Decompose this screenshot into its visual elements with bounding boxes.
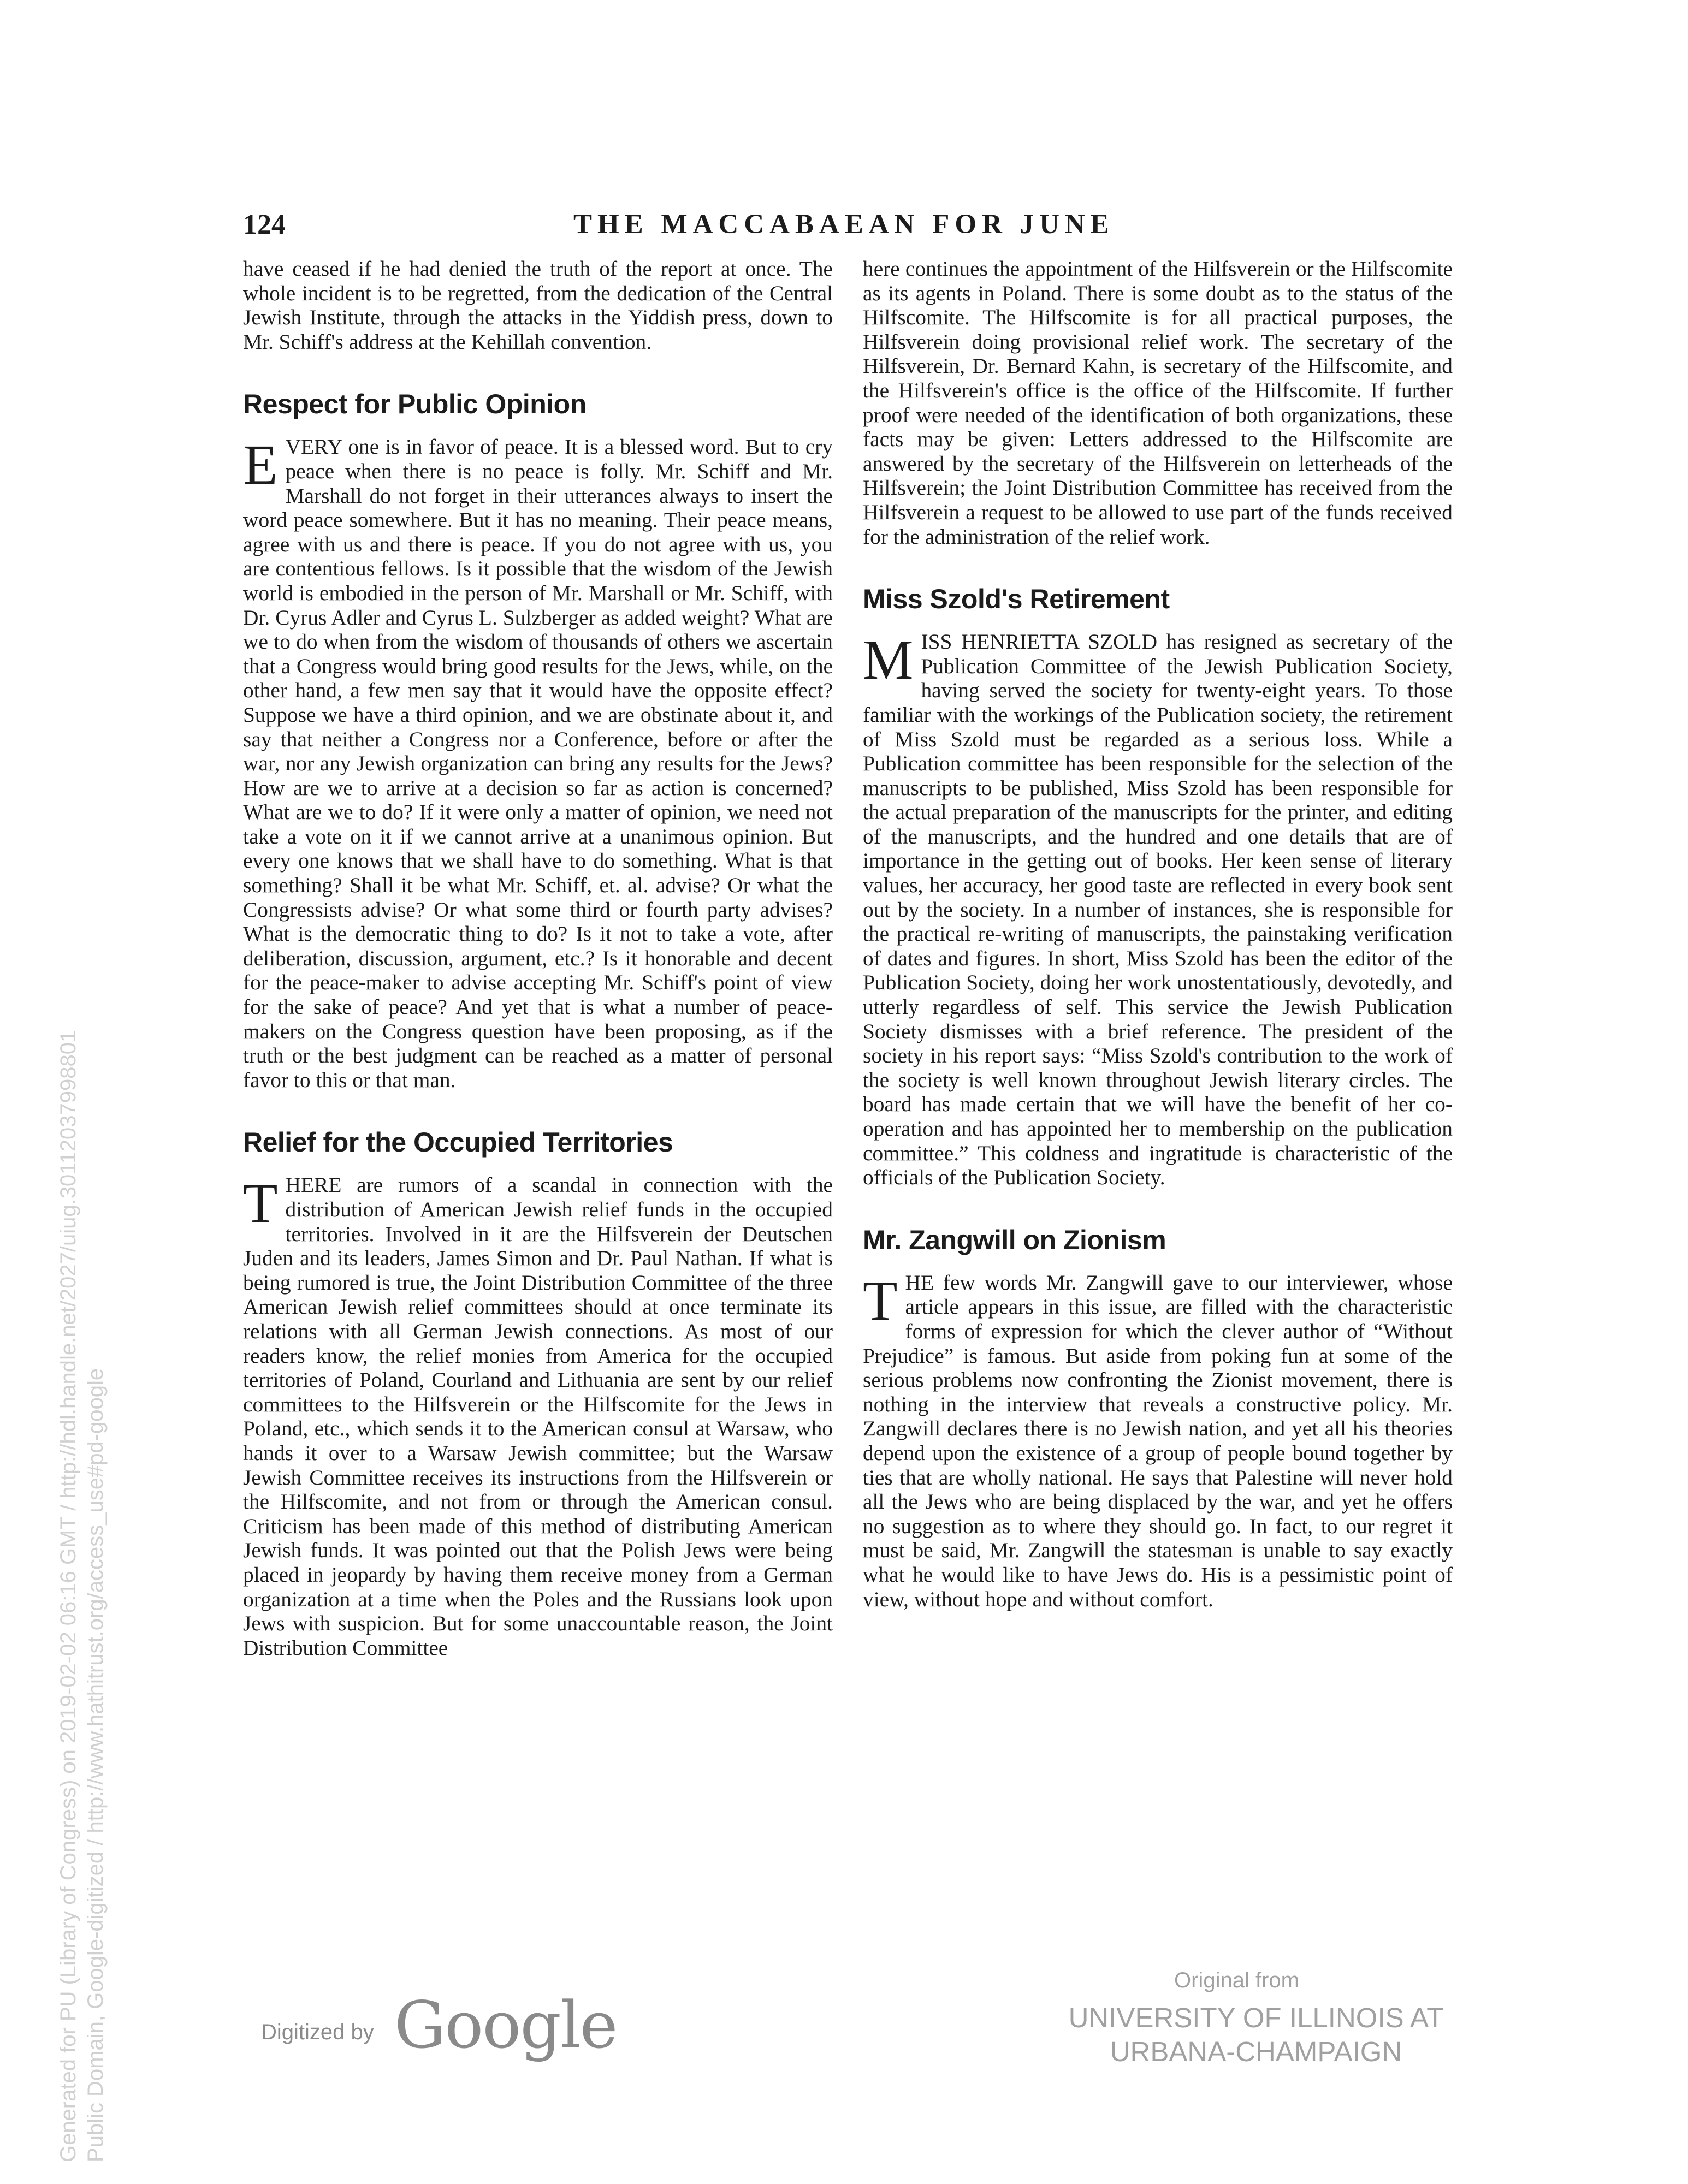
- drop-cap: E: [243, 434, 278, 497]
- article-body: ISS HENRIETTA SZOLD has resigned as secretary of the Publication Committee of the Jewish Publication Society, having served the society for twenty-eight years. To those familiar with the workings of the Publication society, the retirement of Miss Szold must be regarded as a serious loss. While a Publication committee has been responsible for the selection of the manuscripts to be published, Miss Szold has been responsible for the actual preparation of the manuscripts for the printer, and editing of the manuscripts, and the hundred and one details that are of importance in the getting out of books. Her keen sense of literary values, her accuracy, her good taste are reflected in every book sent out by the society. In a number of instances, she is responsible for the practical re-writing of manuscripts, the painstaking verification of dates and figures. In short, Miss Szold has been the editor of the Publication Society, doing her work unostentatiously, devotedly, and utterly regardless of self. This service the Jewish Publication Society dismisses with a brief reference. The president of the society in his report says: “Miss Szold's contribution to the work of the society is well known throughout Jewish literary circles. The board has made certain that we will have the benefit of her co-operation and has appointed her to membership on the publication committee.” This coldness and ingratitude is characteristic of the officials of the Publication Society.: [863, 630, 1453, 1190]
- article-mr-zangwill-on-zionism: [863, 1271, 1453, 1611]
- continued-paragraph: have ceased if he had denied the truth of the report at once. The whole incident is to be regretted, from the dedication of the Central Jewish Institute, through the attacks in the Yiddish press, down to Mr. Schiff's address at the Kehillah convention.: [243, 257, 833, 354]
- drop-cap: T: [243, 1172, 278, 1235]
- article-body: HERE are rumors of a scandal in connection with the distribution of American Jewish relief funds in the occupied territories. Involved in it are the Hilfsverein der Deutschen Juden and its leaders, James Simon and Dr. Paul Nathan. If what is being rumored is true, the Joint Distribution Committee of the three American Jewish relief committees should at once terminate its relations with all German Jewish connections. As most of our readers know, the relief monies from America for the occupied territories of Poland, Courland and Lithuania are sent by our relief committees to the Hilfsverein or the Hilfscomite for the Jews in Poland, etc., which sends it to the American consul at Warsaw, who hands it over to a Warsaw Jewish committee; but the Warsaw Jewish Committee receives its instructions from the Hilfsverein or the Hilfscomite, and not from or through the American consul. Criticism has been made of this method of distributing American Jewish funds. It was pointed out that the Polish Jews were being placed in jeopardy by having them receive money from a German organization at a time when the Poles and the Russians look upon Jews with suspicion. But for some unaccountable reason, the Joint Distribution Committee: [243, 1173, 833, 1660]
- continued-paragraph: here continues the appointment of the Hilfsverein or the Hilfscomite as its agents in Poland. There is some doubt as to the status of the Hilfscomite. The Hilfscomite is for all practical purposes, the Hilfsverein doing provisional relief work. The secretary of the Hilfsverein, Dr. Bernard Kahn, is secretary of the Hilfscomite, and the Hilfsverein's office is the office of the Hilfscomite. If further proof were needed of the identification of both organizations, these facts may be given: Letters addressed to the Hilfscomite are answered by the secretary of the Hilfsverein on letterheads of the Hilfsverein; the Joint Distribution Committee has received from the Hilfsverein a request to be allowed to use part of the funds received for the administration of the relief work.: [863, 257, 1453, 549]
- hathitrust-margin-note: [55, 852, 109, 2162]
- heading-relief-for-occupied-territories: Relief for the Occupied Territories: [243, 1127, 673, 1158]
- heading-mr-zangwill-on-zionism: Mr. Zangwill on Zionism: [863, 1224, 1166, 1255]
- running-head: THE MACCABAEAN FOR JUNE: [573, 209, 1115, 240]
- drop-cap: M: [863, 628, 914, 692]
- page-number: 124: [243, 209, 286, 240]
- heading-miss-szolds-retirement: Miss Szold's Retirement: [863, 584, 1170, 615]
- university-label: [1065, 2001, 1447, 2069]
- article-body: VERY one is in favor of peace. It is a blessed word. But to cry peace when there is no peace is folly. Mr. Schiff and Mr. Marshall do not forget in their utterances always to insert the word peace somewhere. But it has no meaning. Their peace means, agree with us and there is peace. If you do not agree with us, you are contentious fellows. Is it possible that the wisdom of the Jewish world is embodied in the person of Mr. Marshall or Mr. Schiff, with Dr. Cyrus Adler and Cyrus L. Sulzberger as added weight? What are we to do when from the wisdom of thousands of others we ascertain that a Congress would bring good results for the Jews, while, on the other hand, a few men say that it would have the opposite effect? Suppose we have a third opinion, and we are obstinate about it, and say that neither a Congress nor a Conference, before or after the war, nor any Jewish organization can bring any results for the Jews? How are we to arrive at a decision so far as action is concerned? What are we to do? If it were only a matter of opinion, we need not take a vote on it if we cannot arrive at a unanimous opinion. But every one knows that we shall have to do something. What is that something? Shall it be what Mr. Schiff, et. al. advise? Or what the Congressists advise? Or what some third or fourth party advises? What is the democratic thing to do? Is it not to take a vote, after deliberation, discussion, argument, etc.? Is it honorable and decent for the peace-maker to advise accepting Mr. Schiff's point of view for the sake of peace? And yet that is what a number of peace-makers on the Congress question have been proposing, as if the truth or the best judgment can be reached as a matter of personal favor to this or that man.: [243, 435, 833, 1092]
- heading-respect-for-public-opinion: Respect for Public Opinion: [243, 389, 587, 420]
- university-line-2: URBANA-CHAMPAIGN: [1110, 2036, 1402, 2067]
- article-respect-for-public-opinion: [243, 435, 833, 1092]
- original-from-label: Original from: [1174, 1968, 1299, 1992]
- article-relief-for-occupied-territories: [243, 1173, 833, 1660]
- margin-note-line-1: Generated for PU (Library of Congress) on 2019-02-02 06:16 GMT / http://hdl.handle.net/2027/uiug.30112037998801: [56, 1030, 80, 2162]
- margin-note-line-2: Public Domain, Google-digitized / http://www.hathitrust.org/access_use#pd-google: [84, 1368, 108, 2162]
- google-logo: Google: [394, 1987, 617, 2063]
- article-miss-szolds-retirement: [863, 630, 1453, 1190]
- right-column: [863, 257, 1453, 1611]
- left-column: [243, 257, 833, 1660]
- drop-cap: T: [863, 1269, 898, 1332]
- digitized-by-label: Digitized by: [261, 2020, 374, 2044]
- article-body: HE few words Mr. Zangwill gave to our interviewer, whose article appears in this issue, are filled with the characteristic forms of expression for which the clever author of “Without Prejudice” is famous. But aside from poking fun at some of the serious problems now confronting the Zionist movement, there is nothing in the interview that reveals a constructive policy. Mr. Zangwill declares there is no Jewish nation, and yet all his theories depend upon the existence of a group of people bound together by ties that are wholly national. He says that Palestine will never hold all the Jews who are being displaced by the war, and yet he offers no suggestion as to where they should go. In fact, to our regret it must be said, Mr. Zangwill the statesman is unable to say exactly what he would like to have Jews do. His is a pessimistic point of view, without hope and without comfort.: [863, 1270, 1453, 1611]
- university-line-1: UNIVERSITY OF ILLINOIS AT: [1068, 2002, 1444, 2033]
